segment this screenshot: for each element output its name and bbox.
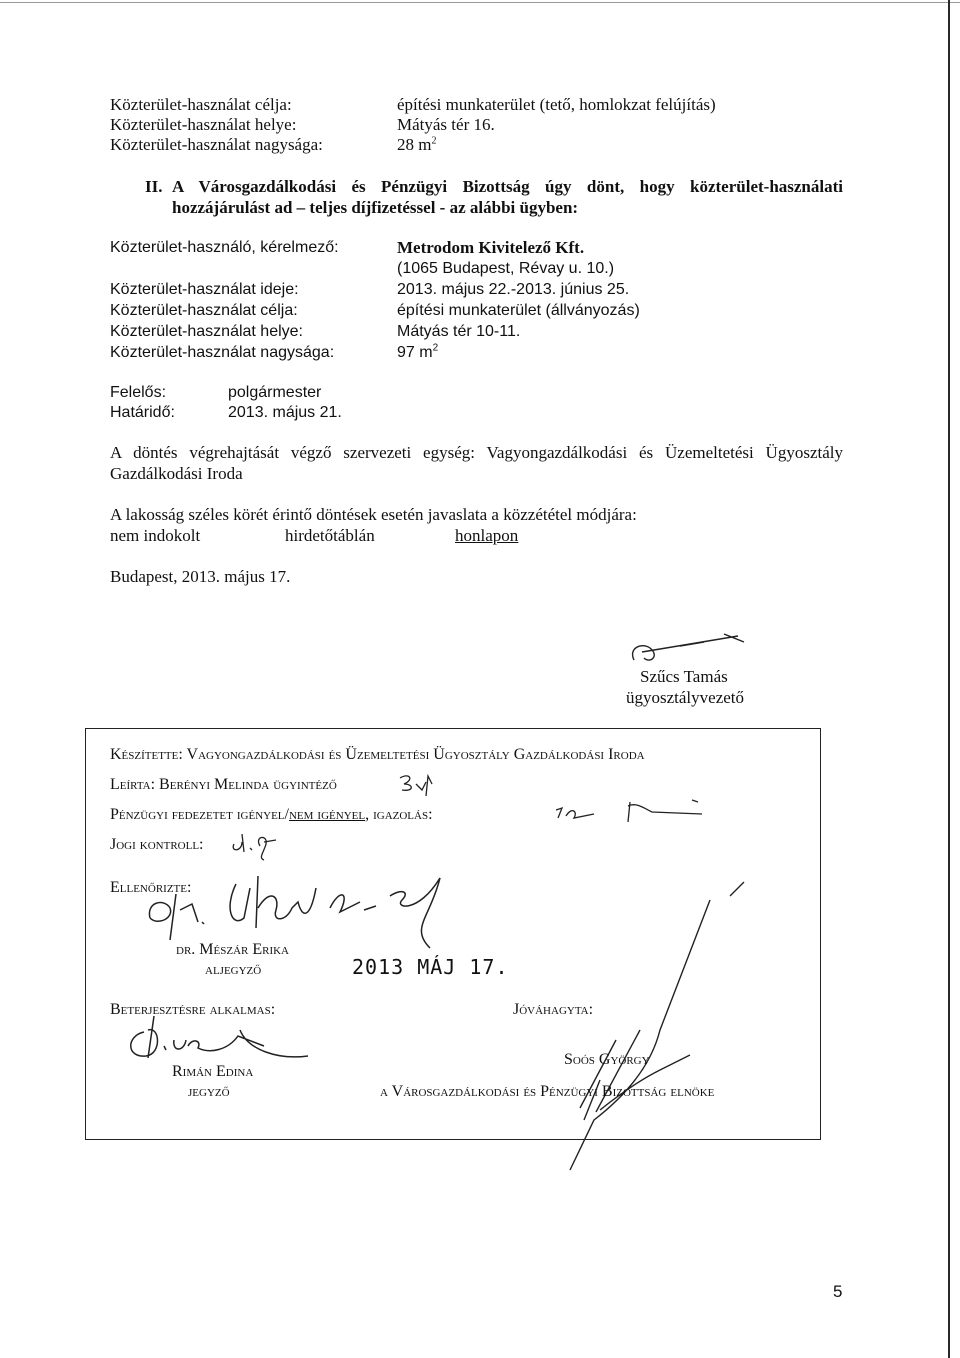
- box-written: Leírta: Berényi Melinda ügyintéző: [110, 776, 337, 793]
- s1-value-2: 28 $m^2$: [397, 135, 437, 154]
- publication-option-1: hirdetőtáblán: [285, 526, 375, 545]
- box-legal: Jogi kontroll:: [110, 836, 204, 853]
- date-stamp: 2013 MÁJ 17.: [352, 955, 509, 979]
- s1-label-1: Közterület-használat helye:: [110, 115, 297, 134]
- executing-unit-line2: Gazdálkodási Iroda: [110, 464, 243, 483]
- s2-label-2: Közterület-használat helye:: [110, 323, 303, 340]
- deadline-value: 2013. május 21.: [228, 404, 342, 421]
- section2-heading-line2: hozzájárulást ad – teljes díjfizetéssel - az alábbi ügyben:: [172, 198, 579, 217]
- s2-value-0: 2013. május 22.-2013. június 25.: [397, 281, 630, 298]
- s2-label-1: Közterület-használat célja:: [110, 302, 298, 319]
- publication-option-2-selected: honlapon: [455, 526, 519, 545]
- executing-unit-line1: A döntés végrehajtását végző szervezeti egység: Vagyongazdálkodási és Üzemeltetési Ügyosztály: [110, 443, 843, 462]
- signature-riman: [118, 1010, 318, 1070]
- signature-finance: [552, 798, 712, 828]
- signatory-name: Szűcs Tamás: [640, 667, 728, 686]
- submitter-title: jegyző: [188, 1083, 230, 1100]
- responsible-value: polgármester: [228, 384, 322, 401]
- box-checked: Ellenőrizte:: [110, 879, 192, 896]
- s2-value-3: 97 $m^2$: [397, 342, 439, 361]
- s1-value-1: Mátyás tér 16.: [397, 115, 495, 134]
- page-number: 5: [833, 1282, 843, 1301]
- box-prepared: Készítette: Vagyongazdálkodási és Üzemeltetési Ügyosztály Gazdálkodási Iroda: [110, 746, 645, 763]
- s2-value-1: építési munkaterület (állványozás): [397, 302, 640, 319]
- date-place: Budapest, 2013. május 17.: [110, 567, 291, 586]
- scan-edge-right: [948, 0, 950, 1358]
- s2-label-3: Közterület-használat nagysága:: [110, 344, 335, 361]
- initials-written: [396, 770, 436, 796]
- box-finance: Pénzügyi fedezetet igényel/nem igényel, igazolás:: [110, 806, 433, 823]
- approver-name: Soós György: [564, 1051, 650, 1068]
- publication-text: A lakosság széles körét érintő döntések esetén javaslata a közzététel módjára:: [110, 505, 637, 524]
- submitter-name: Rimán Edina: [172, 1063, 254, 1080]
- applicant-label: Közterület-használó, kérelmező:: [110, 239, 339, 256]
- approver-title: a Városgazdálkodási és Pénzügyi Bizottság elnöke: [380, 1083, 715, 1100]
- section2-number: II.: [145, 177, 163, 196]
- s2-label-0: Közterület-használat ideje:: [110, 281, 299, 298]
- box-approved: Jóváhagyta:: [513, 1001, 594, 1018]
- responsible-label: Felelős:: [110, 384, 167, 401]
- publication-option-0: nem indokolt: [110, 526, 201, 545]
- s2-value-2: Mátyás tér 10-11.: [397, 323, 521, 340]
- s1-value-0: építési munkaterület (tető, homlokzat felújítás): [397, 95, 716, 114]
- signature-soos: [540, 880, 760, 1180]
- box-submitted: Beterjesztésre alkalmas:: [110, 1001, 276, 1018]
- checker-name: dr. Mészár Erika: [176, 941, 290, 958]
- checker-title: aljegyző: [205, 961, 262, 978]
- s1-label-0: Közterület-használat célja:: [110, 95, 292, 114]
- applicant-address: (1065 Budapest, Révay u. 10.): [397, 260, 615, 277]
- s1-label-2: Közterület-használat nagysága:: [110, 135, 323, 154]
- section2-heading-line1: A Városgazdálkodási és Pénzügyi Bizottság úgy dönt, hogy közterület-használati: [172, 177, 843, 196]
- signature-szucs: [620, 630, 760, 670]
- scan-edge-top: [0, 2, 960, 3]
- applicant-name: Metrodom Kivitelező Kft.: [397, 238, 585, 257]
- deadline-label: Határidő:: [110, 404, 175, 421]
- signatory-title: ügyosztályvezető: [626, 688, 745, 707]
